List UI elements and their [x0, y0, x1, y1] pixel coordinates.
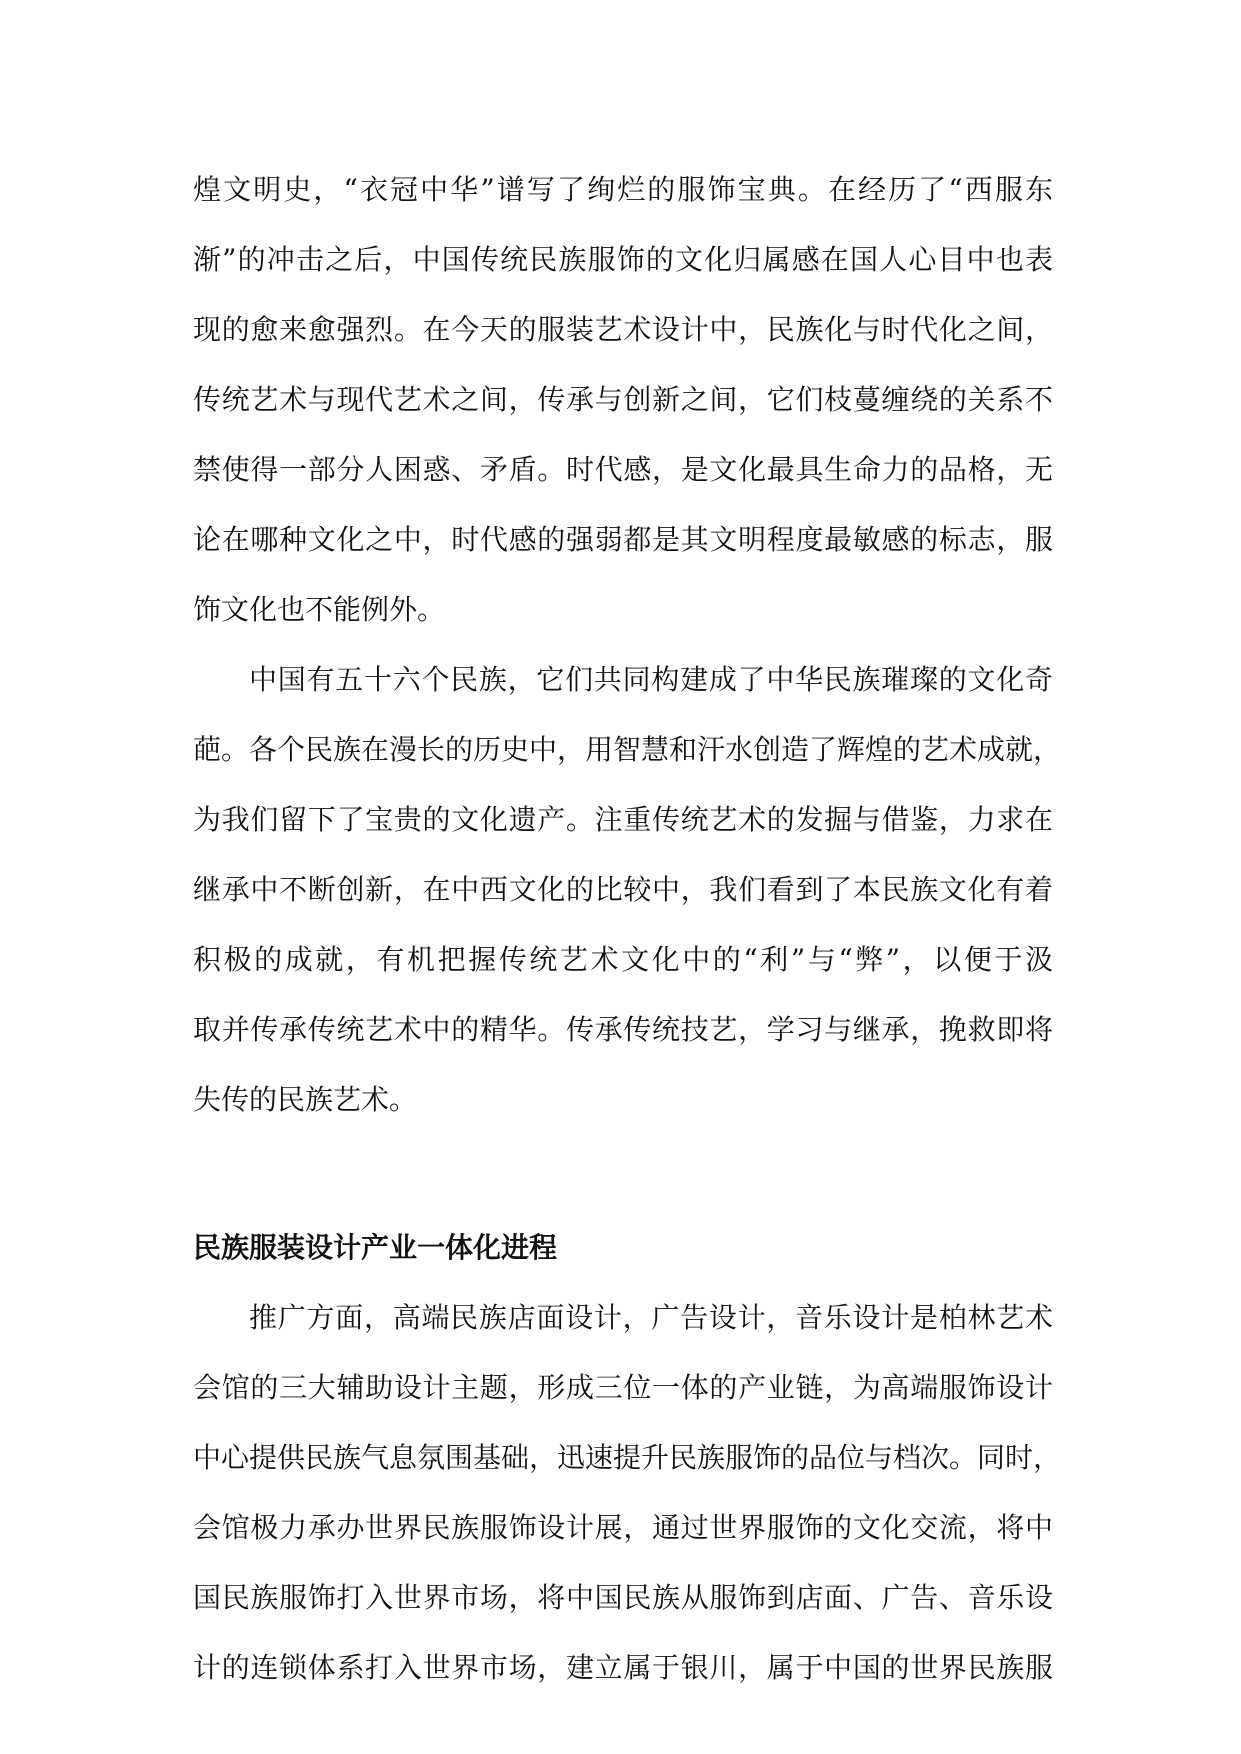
text-line: 会馆的三大辅助设计主题，形成三位一体的产业链，为高端服饰设计	[193, 1371, 1053, 1404]
text-line: 为我们留下了宝贵的文化遗产。注重传统艺术的发掘与借鉴，力求在	[193, 803, 1053, 836]
text-line: 中心提供民族气息氛围基础，迅速提升民族服饰的品位与档次。同时，	[193, 1441, 1062, 1474]
text-line: 取并传承传统艺术中的精华。传承传统技艺，学习与继承，挽救即将	[193, 1013, 1053, 1046]
text-line: 推广方面，高端民族店面设计，广告设计，音乐设计是柏林艺术	[249, 1301, 1053, 1334]
text-line: 继承中不断创新，在中西文化的比较中，我们看到了本民族文化有着	[193, 873, 1053, 906]
paragraph-3	[193, 1283, 1062, 1703]
text-line: 积极的成就，有机把握传统艺术文化中的“利”与“弊”，以便于汲	[193, 943, 1053, 976]
text-line: 失传的民族艺术。	[193, 1083, 418, 1116]
section-spacer	[193, 1135, 1053, 1213]
paragraph-1	[193, 155, 1053, 645]
section-heading: 民族服装设计产业一体化进程	[193, 1231, 558, 1264]
text-line: 禁使得一部分人困惑、矛盾。时代感，是文化最具生命力的品格，无	[193, 453, 1053, 486]
text-line: 渐”的冲击之后，中国传统民族服饰的文化归属感在国人心目中也表	[193, 243, 1053, 276]
text-line: 葩。各个民族在漫长的历史中，用智慧和汗水创造了辉煌的艺术成就，	[193, 733, 1062, 766]
text-line: 传统艺术与现代艺术之间，传承与创新之间，它们枝蔓缠绕的关系不	[193, 383, 1053, 416]
text-line: 会馆极力承办世界民族服饰设计展，通过世界服饰的文化交流，将中	[193, 1511, 1053, 1544]
text-line: 现的愈来愈强烈。在今天的服装艺术设计中，民族化与时代化之间，	[193, 313, 1053, 346]
text-line: 国民族服饰打入世界市场，将中国民族从服饰到店面、广告、音乐设	[193, 1581, 1053, 1614]
text-line: 计的连锁体系打入世界市场，建立属于银川，属于中国的世界民族服	[193, 1651, 1053, 1684]
text-line: 饰文化也不能例外。	[193, 593, 446, 626]
document-body	[193, 155, 1062, 1703]
paragraph-2	[193, 645, 1062, 1135]
text-line: 中国有五十六个民族，它们共同构建成了中华民族璀璨的文化奇	[249, 663, 1053, 696]
text-line: 论在哪种文化之中，时代感的强弱都是其文明程度最敏感的标志，服	[193, 523, 1053, 556]
text-line: 煌文明史，“衣冠中华”谱写了绚烂的服饰宝典。在经历了“西服东	[193, 173, 1053, 206]
